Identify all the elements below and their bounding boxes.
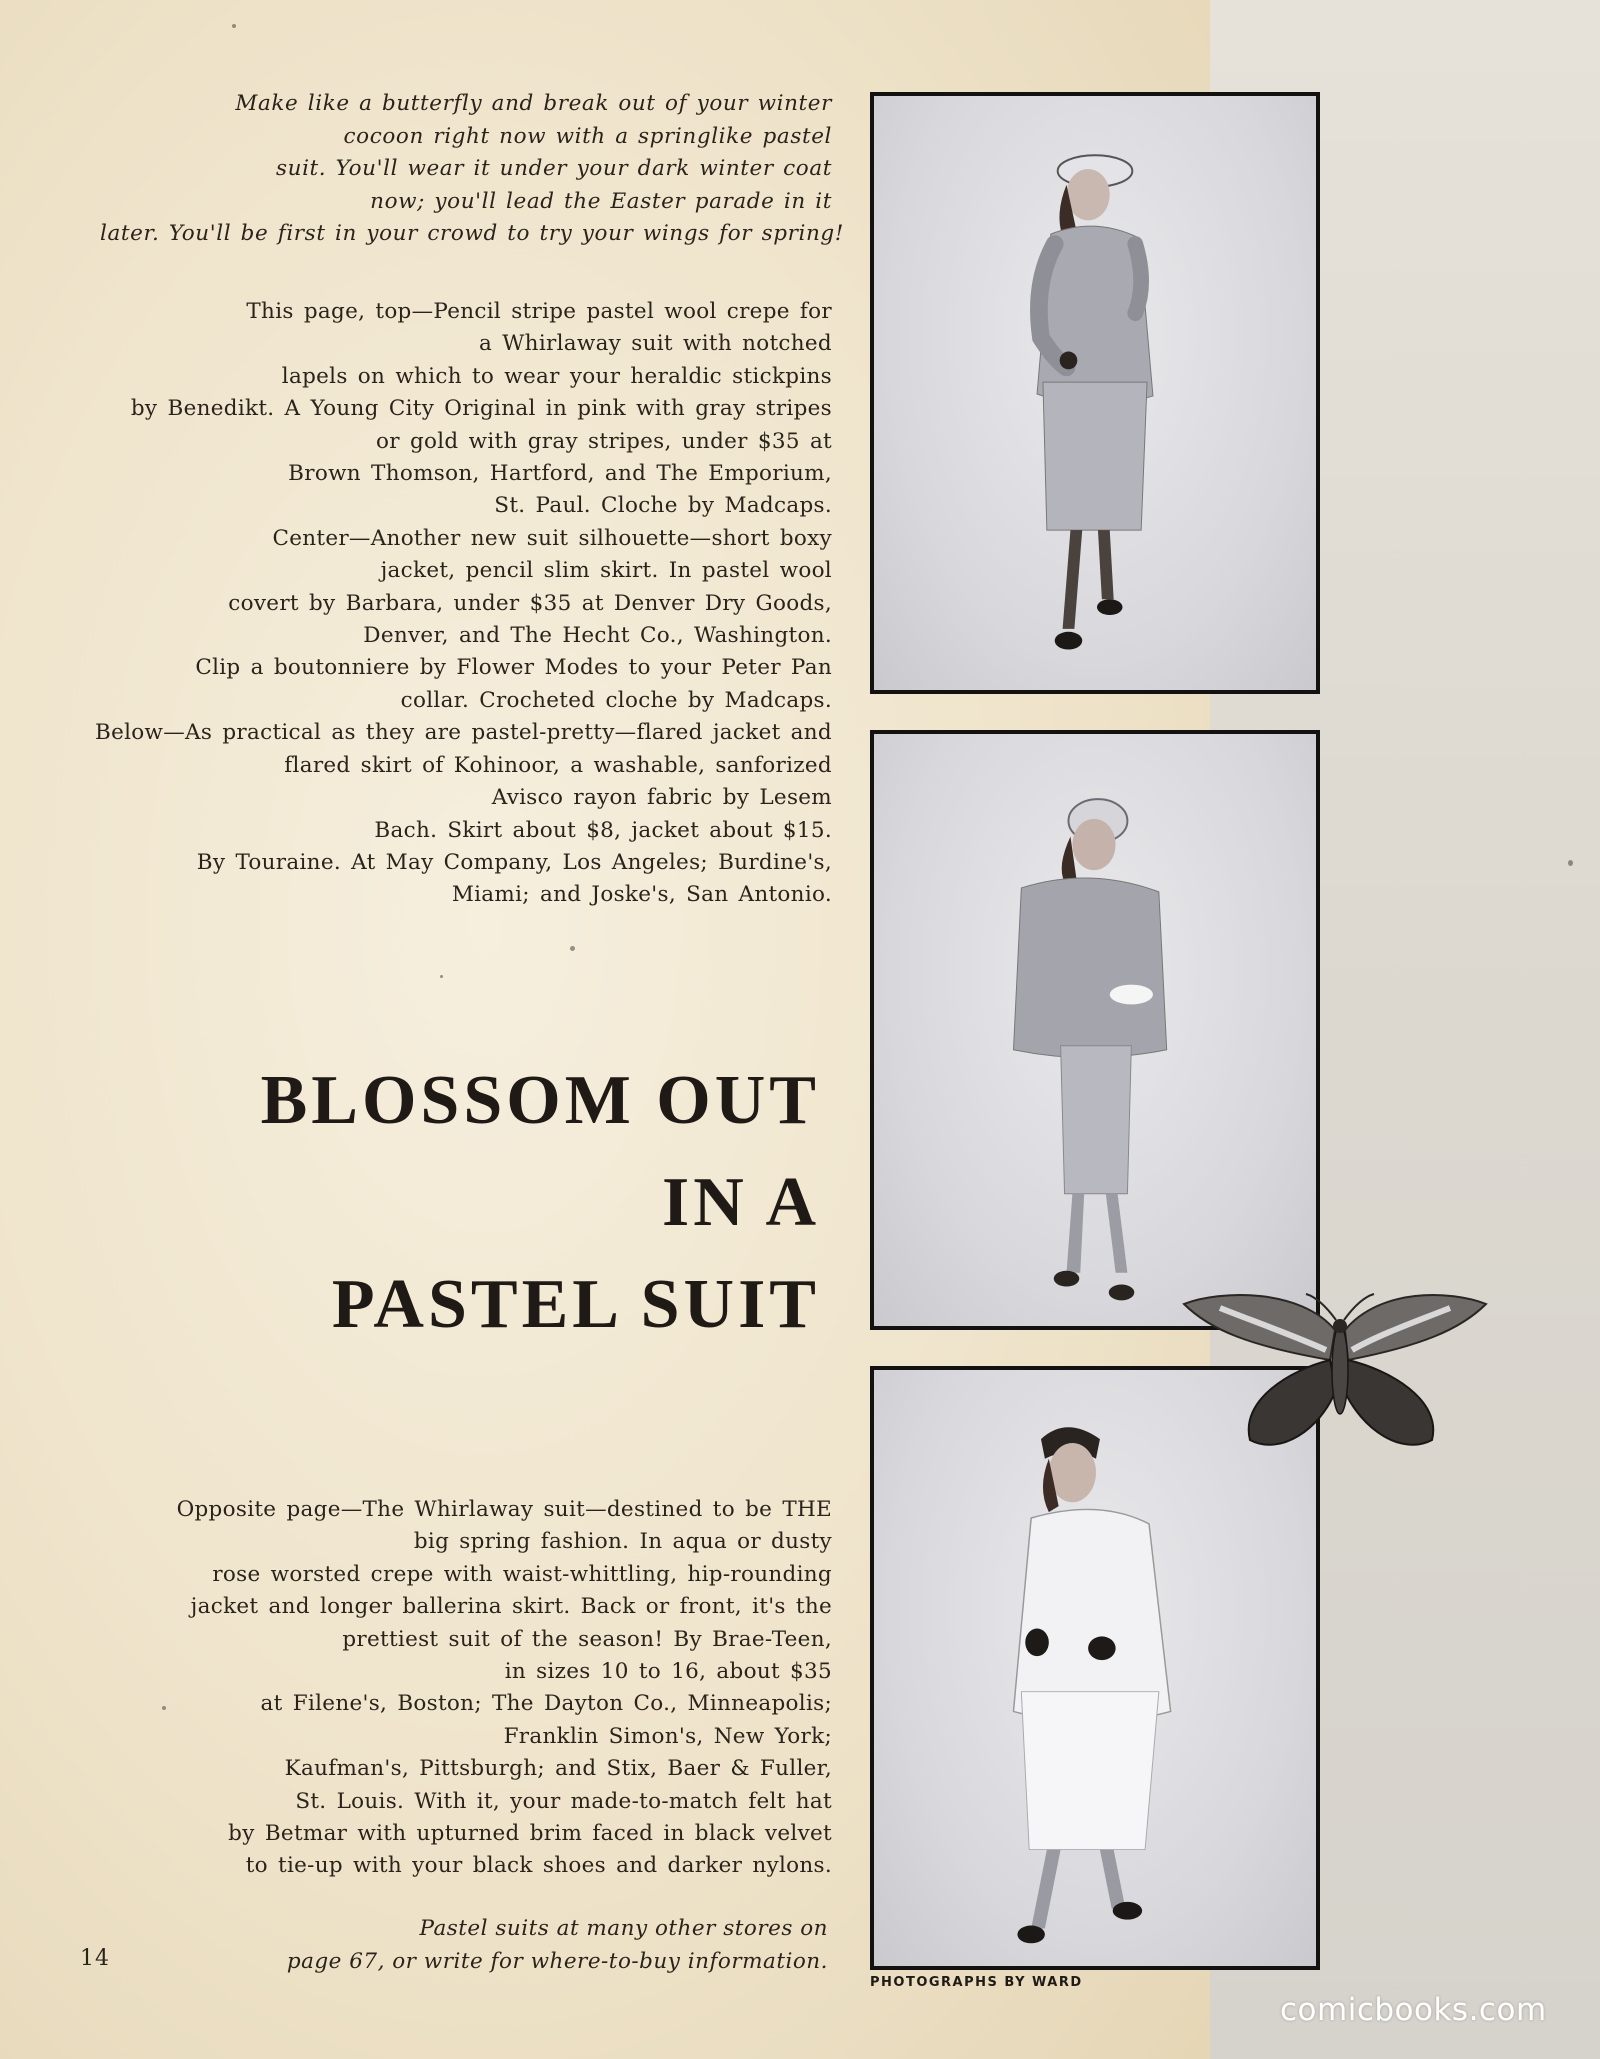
- caption-line: by Betmar with upturned brim faced in black velvet: [228, 1821, 832, 1847]
- photo-captions-top: [80, 296, 832, 912]
- intro-line: cocoon right now with a springlike pastel: [343, 123, 832, 149]
- model-figure-illustration: [874, 734, 1316, 1326]
- caption-line: covert by Barbara, under $35 at Denver Dry Goods,: [228, 590, 832, 616]
- caption-line: to tie-up with your black shoes and darker nylons.: [245, 1853, 832, 1879]
- caption-line: by Benedikt. A Young City Original in pink with gray stripes: [130, 396, 832, 422]
- photo-captions-bottom: [120, 1494, 832, 1883]
- caption-line: or gold with gray stripes, under $35 at: [375, 428, 832, 454]
- headline-line-3: PASTEL SUIT: [331, 1266, 820, 1343]
- caption-line: collar. Crocheted cloche by Madcaps.: [400, 687, 832, 713]
- caption-line: Clip a boutonniere by Flower Modes to your Peter Pan: [195, 655, 832, 681]
- intro-line: now; you'll lead the Easter parade in it: [370, 188, 832, 214]
- caption-line: Denver, and The Hecht Co., Washington.: [363, 623, 832, 649]
- butterfly-icon: [1180, 1290, 1490, 1470]
- intro-line: later. You'll be first in your crowd to try your wings for spring!: [100, 221, 844, 246]
- caption-line: at Filene's, Boston; The Dayton Co., Minneapolis;: [260, 1691, 832, 1717]
- caption-line: lapels on which to wear your heraldic stickpins: [281, 363, 832, 389]
- caption-line: Franklin Simon's, New York;: [503, 1723, 832, 1749]
- caption-line: Miami; and Joske's, San Antonio.: [451, 882, 832, 908]
- model-figure-illustration: [874, 96, 1316, 690]
- caption-line: a Whirlaway suit with notched: [479, 331, 832, 357]
- caption-line: Opposite page—The Whirlaway suit—destined to be THE: [176, 1497, 832, 1522]
- caption-line: Brown Thomson, Hartford, and The Emporium,: [288, 461, 832, 487]
- caption-line: flared skirt of Kohinoor, a washable, sanforized: [284, 752, 832, 778]
- caption-line: Avisco rayon fabric by Lesem: [491, 785, 832, 811]
- caption-line: Below—As practical as they are pastel-pretty—flared jacket and: [95, 720, 832, 746]
- caption-line: big spring fashion. In aqua or dusty: [413, 1529, 832, 1555]
- site-watermark: comicbooks.com: [1280, 1992, 1547, 2028]
- caption-line: jacket and longer ballerina skirt. Back or front, it's the: [190, 1594, 832, 1620]
- page-number: 14: [80, 1946, 110, 1971]
- paper-speck: [570, 946, 575, 951]
- caption-line: Bach. Skirt about $8, jacket about $15.: [374, 817, 832, 843]
- caption-line: prettiest suit of the season! By Brae-Teen,: [342, 1626, 832, 1652]
- footnote-line: Pastel suits at many other stores on: [419, 1916, 828, 1941]
- photo-credit: PHOTOGRAPHS BY WARD: [870, 1975, 1083, 1990]
- caption-line: St. Paul. Cloche by Madcaps.: [494, 493, 832, 519]
- caption-line: By Touraine. At May Company, Los Angeles; Burdine's,: [196, 849, 832, 875]
- where-to-buy-note: [160, 1913, 828, 1978]
- caption-line: jacket, pencil slim skirt. In pastel wool: [380, 558, 832, 584]
- model-pinstripe-suit-photo: [870, 92, 1320, 694]
- caption-line: Center—Another new suit silhouette—short boxy: [272, 525, 832, 551]
- caption-line: This page, top—Pencil stripe pastel wool crepe for: [246, 299, 832, 324]
- headline-line-2: IN A: [662, 1164, 820, 1241]
- caption-line: Kaufman's, Pittsburgh; and Stix, Baer & Fuller,: [284, 1756, 832, 1782]
- model-boxy-jacket-photo: [870, 730, 1320, 1330]
- headline-line-1: BLOSSOM OUT: [260, 1062, 820, 1139]
- intro-line: Make like a butterfly and break out of your winter: [235, 91, 832, 116]
- paper-speck: [1568, 860, 1573, 866]
- footnote-line: page 67, or write for where-to-buy information.: [286, 1948, 828, 1974]
- paper-speck: [232, 24, 236, 28]
- article-headline: [120, 1050, 820, 1356]
- butterfly-illustration: [1180, 1290, 1490, 1470]
- caption-line: rose worsted crepe with waist-whittling, hip-rounding: [212, 1561, 832, 1587]
- intro-paragraph: [100, 88, 844, 251]
- paper-speck: [440, 975, 443, 978]
- intro-line: suit. You'll wear it under your dark winter coat: [276, 156, 832, 181]
- caption-line: in sizes 10 to 16, about $35: [504, 1659, 832, 1685]
- caption-line: St. Louis. With it, your made-to-match felt hat: [295, 1788, 832, 1814]
